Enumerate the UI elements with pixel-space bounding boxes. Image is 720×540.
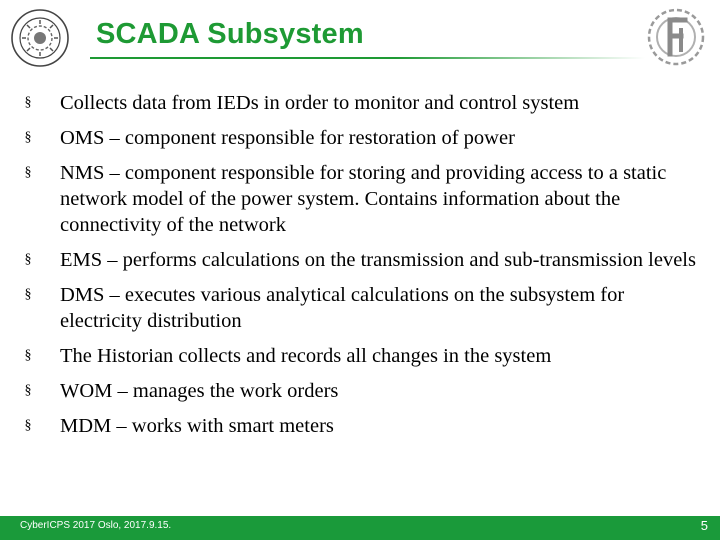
bullet-item <box>20 413 705 439</box>
bullet-item <box>20 125 705 151</box>
bullet-text: MDM – works with smart meters <box>60 415 334 437</box>
bullet-item <box>20 282 705 334</box>
bullet-marker: § <box>24 165 32 180</box>
bullet-text: NMS – component responsible for storing and providing access to a static network model of the power system. Contains information about the connectivity of the network <box>60 162 667 236</box>
bullet-item <box>20 247 705 273</box>
bullet-item <box>20 160 705 238</box>
bullet-text: The Historian collects and records all changes in the system <box>60 345 552 367</box>
bullet-list <box>20 90 705 448</box>
bullet-item <box>20 90 705 116</box>
faculty-emblem-logo <box>645 6 707 68</box>
footer-text: CyberICPS 2017 Oslo, 2017.9.15. <box>20 520 172 531</box>
bullet-text: OMS – component responsible for restoration of power <box>60 127 515 149</box>
bullet-item <box>20 378 705 404</box>
bullet-marker: § <box>24 287 32 302</box>
bullet-text: DMS – executes various analytical calculations on the subsystem for electricity distribution <box>60 284 625 332</box>
bullet-item <box>20 343 705 369</box>
bullet-text: Collects data from IEDs in order to monitor and control system <box>60 92 580 114</box>
bullet-marker: § <box>24 383 32 398</box>
bullet-text: WOM – manages the work orders <box>60 380 339 402</box>
footer-bar <box>0 516 720 540</box>
bullet-marker: § <box>24 418 32 433</box>
bullet-marker: § <box>24 130 32 145</box>
bullet-marker: § <box>24 95 32 110</box>
seal-icon <box>10 8 70 68</box>
emblem-icon <box>645 6 707 68</box>
university-seal-logo <box>10 8 70 68</box>
slide-title: SCADA Subsystem <box>96 18 364 50</box>
bullet-text: EMS – performs calculations on the transmission and sub-transmission levels <box>60 249 696 271</box>
title-underline <box>90 57 645 59</box>
page-number: 5 <box>700 518 708 533</box>
bullet-marker: § <box>24 252 32 267</box>
bullet-marker: § <box>24 348 32 363</box>
